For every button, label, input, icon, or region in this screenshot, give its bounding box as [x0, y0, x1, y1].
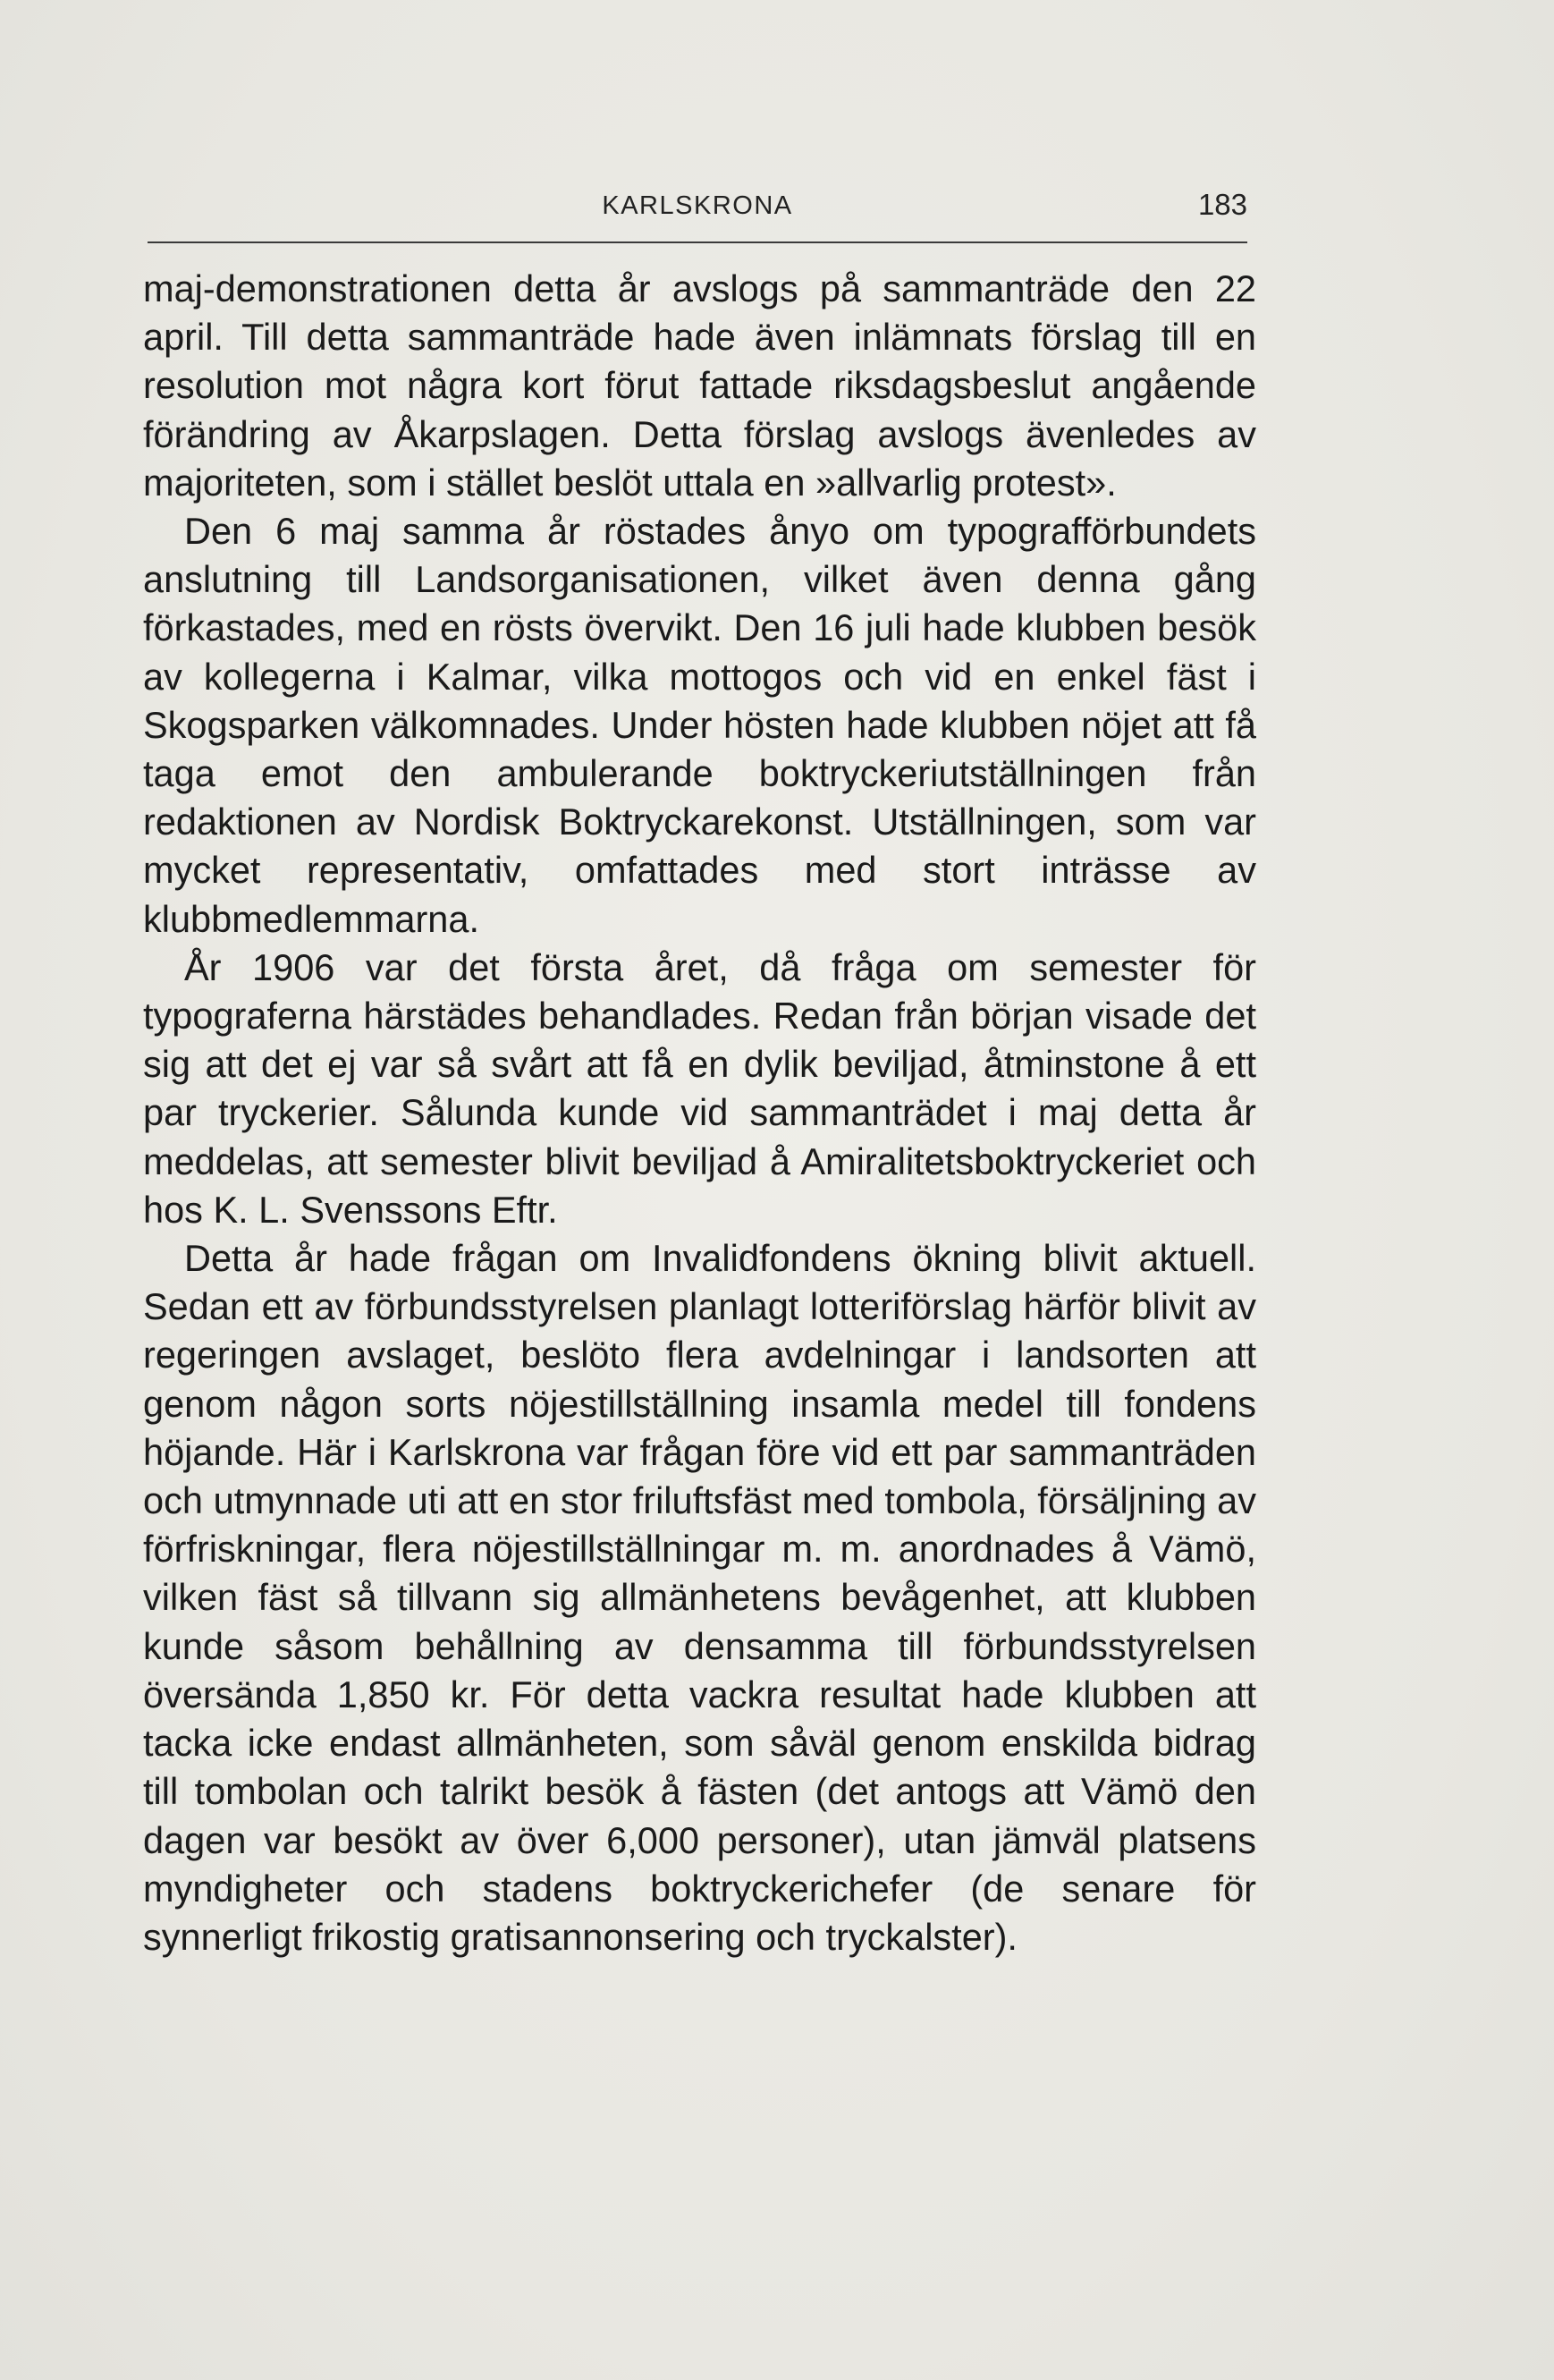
running-head: [148, 188, 1247, 241]
paragraph: Den 6 maj samma år röstades ånyo om typografförbundets anslutning till Landsorganisationen, vilket även denna gång förkastades, med en rösts övervikt. Den 16 juli hade klubben besök av kollegerna i Kalmar, vilka mottogos och vid en enkel fäst i Skogsparken välkomnades. Under hösten hade klubben nöjet att få taga emot den ambulerande boktryckeriutställningen från redaktionen av Nordisk Boktryckarekonst. Utställningen, som var mycket representativ, omfattades med stort inträsse av klubbmedlemmarna.: [143, 510, 1256, 940]
running-title: KARLSKRONA: [602, 191, 793, 220]
paragraph: maj-demonstrationen detta år avslogs på sammanträde den 22 april. Till detta sammanträde hade även inlämnats förslag till en resolution mot några kort förut fattade riksdagsbeslut angående förändring av Åkarpslagen. Detta förslag avslogs ävenledes av majoriteten, som i stället beslöt uttala en »allvarlig protest».: [143, 267, 1256, 504]
page-number: 183: [1197, 188, 1247, 221]
paragraph: År 1906 var det första året, då fråga om semester för typograferna härstädes behandlades. Redan från början visade det sig att det ej var så svårt att få en dylik beviljad, åtminstone å ett par tryckerier. Sålunda kunde vid sammanträdet i maj detta år meddelas, att semester blivit beviljad å Amiralitetsboktryckeriet och hos K. L. Svenssons Eftr.: [143, 945, 1256, 1231]
body-text: [143, 265, 1256, 1961]
header-rule: [148, 241, 1247, 243]
paragraph: Detta år hade frågan om Invalidfondens ökning blivit aktuell. Sedan ett av förbundsstyrelsen planlagt lotteriförslag härför blivit av regeringen avslaget, beslöto flera avdelningar i landsorten att genom någon sorts nöjestillställning insamla medel till fondens höjande. Här i Karlskrona var frågan före vid ett par sammanträden och utmynnade uti att en stor friluftsfäst med tombola, försäljning av förfriskningar, flera nöjestillställningar m. m. anordnades å Vämö, vilken fäst så tillvann sig allmänhetens bevågenhet, att klubben kunde såsom behållning av densamma till förbundsstyrelsen översända 1,850 kr. För detta vackra resultat hade klubben att tacka icke endast allmänheten, som såväl genom enskilda bidrag till tombolan och talrikt besök å fästen (det antogs att Vämö den dagen var besökt av över 6,000 personer), utan jämväl platsens myndigheter och stadens boktryckerichefer (de senare för synnerligt frikostig gratisannonsering och tryckalster).: [143, 1237, 1256, 1958]
